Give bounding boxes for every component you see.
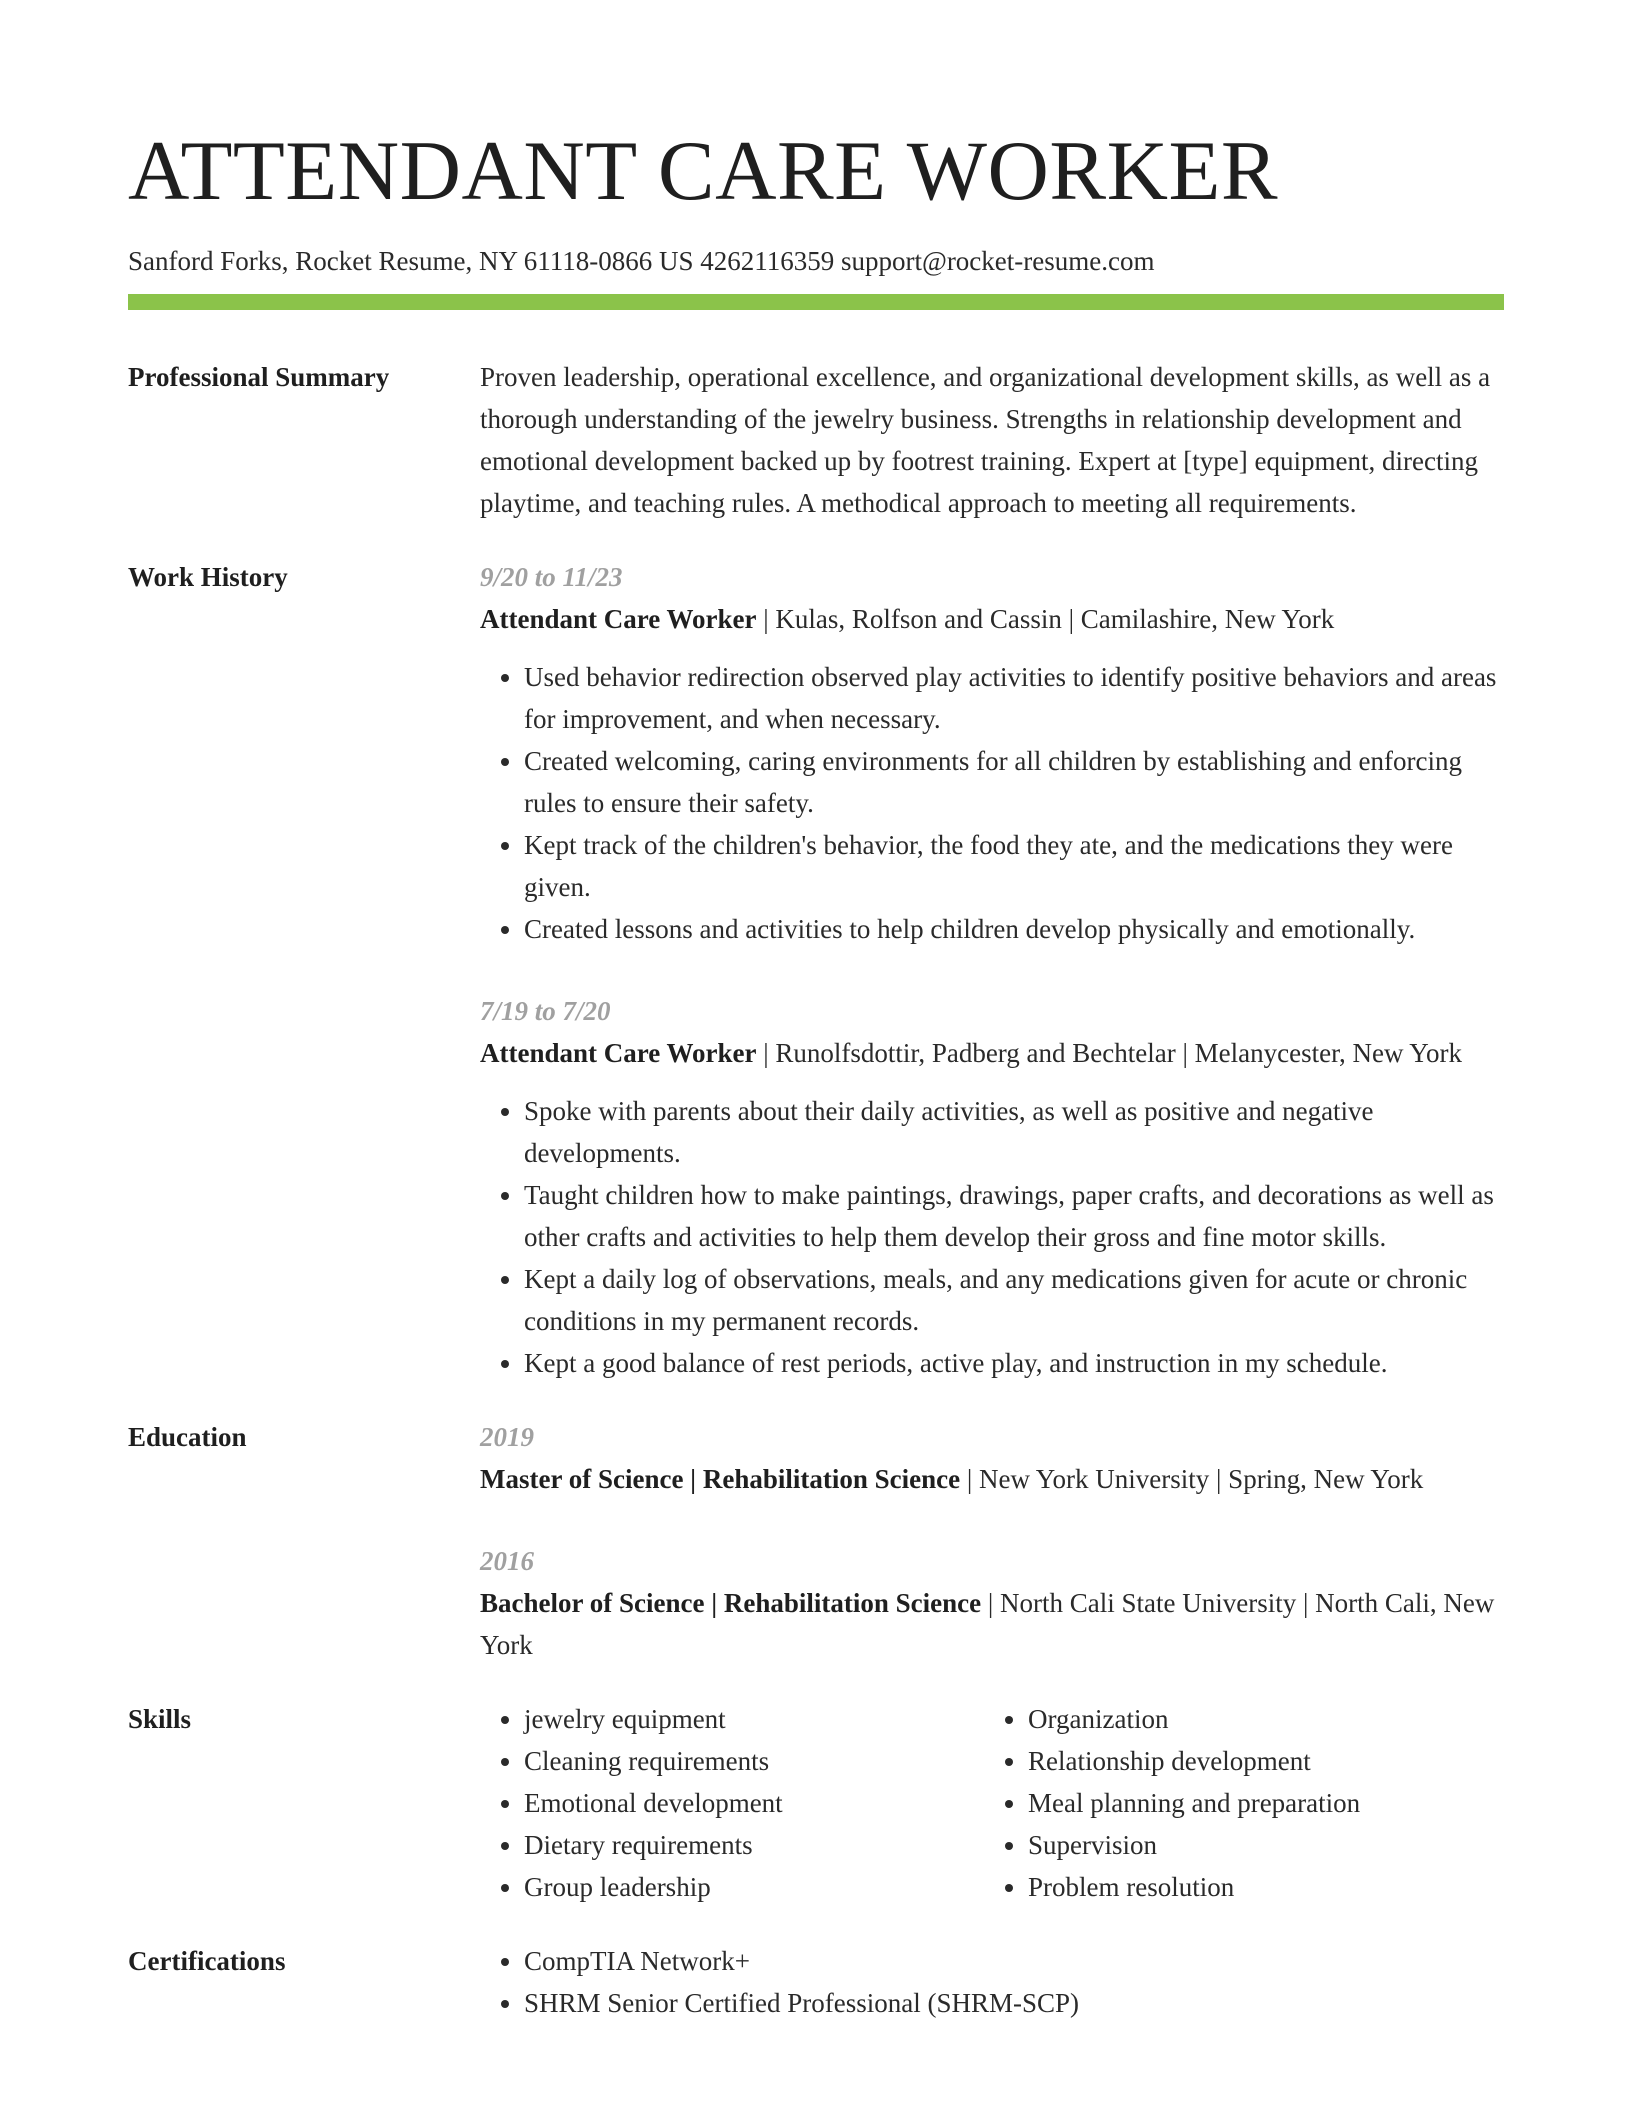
list-item: • Spoke with parents about their daily activities, as well as positive and negative developments. (524, 1090, 1504, 1174)
job-heading (480, 1032, 1504, 1074)
education-entry (480, 1540, 1504, 1666)
education-heading (480, 1458, 1504, 1500)
list-item: • Taught children how to make paintings, drawings, paper crafts, and decorations as well as other crafts and activities to help them develop their gross and fine motor skills. (524, 1174, 1504, 1258)
contact-line: Sanford Forks, Rocket Resume, NY 61118-0866 US 4262116359 support@rocket-resume.com (128, 246, 1155, 276)
header-divider (128, 294, 1504, 310)
section-label-skills: Skills (128, 1704, 192, 1734)
skills-grid (480, 1698, 1504, 1908)
section-label-work-history: Work History (128, 562, 288, 592)
job-dates: 7/19 to 7/20 (480, 996, 611, 1026)
job-title: Attendant Care Worker (480, 604, 757, 634)
job-details: | Kulas, Rolfson and Cassin | Camilashire, New York (756, 604, 1335, 634)
job-details: | Runolfsdottir, Padberg and Bechtelar | Melanycester, New York (756, 1038, 1462, 1068)
list-item: • Supervision (1028, 1824, 1488, 1866)
job-heading (480, 598, 1504, 640)
education-year: 2016 (480, 1546, 534, 1576)
education-details: | New York University | Spring, New York (960, 1464, 1424, 1494)
degree-name: Bachelor of Science | Rehabilitation Science (480, 1588, 982, 1618)
list-item: • Kept track of the children's behavior, the food they ate, and the medications they were given. (524, 824, 1504, 908)
list-item: • Created welcoming, caring environments for all children by establishing and enforcing rules to ensure their safety. (524, 740, 1504, 824)
job-entry (480, 990, 1504, 1384)
education-entry (480, 1416, 1504, 1500)
section-label-certifications: Certifications (128, 1946, 286, 1976)
job-entry (480, 556, 1504, 950)
job-bullets (480, 1090, 1504, 1384)
certifications-list (480, 1940, 1504, 2024)
job-dates: 9/20 to 11/23 (480, 562, 623, 592)
skills-column-left (480, 1698, 984, 1908)
degree-name: Master of Science | Rehabilitation Science (480, 1464, 961, 1494)
list-item: • Created lessons and activities to help children develop physically and emotionally. (524, 908, 1504, 950)
list-item: • Meal planning and preparation (1028, 1782, 1488, 1824)
education-heading (480, 1582, 1504, 1666)
list-item: • Cleaning requirements (524, 1740, 984, 1782)
section-label-education: Education (128, 1422, 247, 1452)
list-item: • Emotional development (524, 1782, 984, 1824)
job-bullets (480, 656, 1504, 950)
job-title: Attendant Care Worker (480, 1038, 757, 1068)
education-year: 2019 (480, 1422, 534, 1452)
skills-section (128, 1698, 1504, 1908)
certifications-section (128, 1940, 1504, 2024)
list-item: • Kept a daily log of observations, meals, and any medications given for acute or chronic conditions in my permanent records. (524, 1258, 1504, 1342)
list-item: • Organization (1028, 1698, 1488, 1740)
list-item: • CompTIA Network+ (524, 1940, 1504, 1982)
education-details: | North Cali State University | North Cali, New York (480, 1588, 1495, 1660)
list-item: • jewelry equipment (524, 1698, 984, 1740)
skills-column-right (984, 1698, 1488, 1908)
work-history-section (128, 556, 1504, 1384)
summary-section (128, 356, 1504, 524)
resume-page (128, 0, 1504, 2024)
education-section (128, 1416, 1504, 1666)
section-label-summary: Professional Summary (128, 362, 390, 392)
list-item: • Relationship development (1028, 1740, 1488, 1782)
list-item: • Problem resolution (1028, 1866, 1488, 1908)
resume-name: ATTENDANT CARE WORKER (128, 124, 1279, 218)
list-item: • SHRM Senior Certified Professional (SHRM-SCP) (524, 1982, 1504, 2024)
list-item: • Group leadership (524, 1866, 984, 1908)
summary-text: Proven leadership, operational excellence, and organizational development skills, as well as a thorough understanding of the jewelry business. Strengths in relationship development and emotional development backed up by footrest training. Expert at [type] equipment, directing playtime, and teaching rules. A methodical approach to meeting all requirements. (480, 362, 1491, 518)
list-item: • Kept a good balance of rest periods, active play, and instruction in my schedule. (524, 1342, 1504, 1384)
list-item: • Dietary requirements (524, 1824, 984, 1866)
list-item: • Used behavior redirection observed play activities to identify positive behaviors and areas for improvement, and when necessary. (524, 656, 1504, 740)
